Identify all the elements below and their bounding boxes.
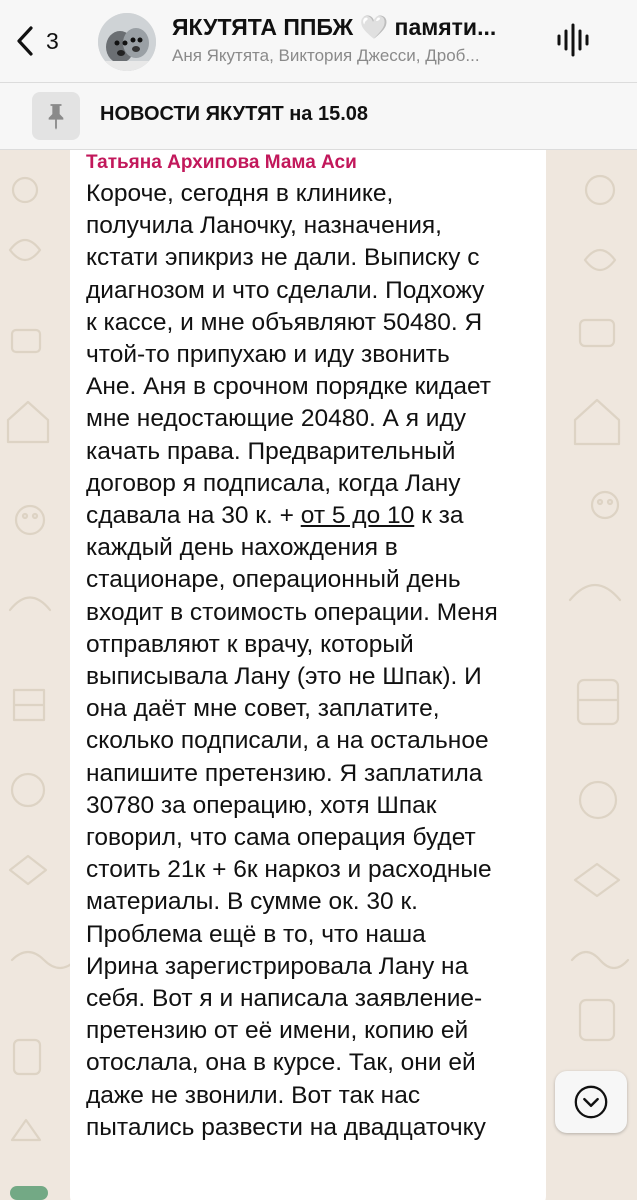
message-line: претензию от её имени, копию ей: [86, 1017, 469, 1045]
message-line-prefix: сдавала на 30 к. +: [86, 502, 301, 530]
pinned-message-text: НОВОСТИ ЯКУТЯТ на 15.08: [100, 103, 369, 125]
message-line: договор я подписала, когда Лану: [86, 469, 461, 497]
unread-count: 3: [46, 27, 59, 54]
message-line: Проблема ещё в то, что наша: [86, 920, 426, 948]
message-line: напишите претензию. Я заплатила: [86, 759, 483, 787]
message-line: отправляют к врачу, который: [86, 630, 414, 658]
message-line: Ане. Аня в срочном порядке кидает: [86, 373, 492, 401]
message-line: пытались развести на двадцаточку: [86, 1113, 486, 1141]
message-line: сколько подписали, а на остальное: [86, 727, 489, 755]
message-line: выписывала Лану (это не Шпак). И: [86, 663, 482, 691]
message-line: Короче, сегодня в клинике,: [86, 180, 394, 207]
message-line: говорил, что сама операция будет: [86, 824, 476, 852]
pin-icon: [32, 92, 80, 140]
chevron-down-icon: [572, 1083, 610, 1121]
message-line: стационаре, операционный день: [86, 566, 461, 594]
message-line: материалы. В сумме ок. 30 к.: [86, 888, 418, 916]
message-line: чтой-то припухаю и иду звонить: [86, 341, 450, 369]
message-line: себя. Вот я и написала заявление-: [86, 985, 483, 1013]
message-line: к кассе, и мне объявляют 50480. Я: [86, 308, 483, 336]
message-line: диагнозом и что сделали. Подхожу: [86, 276, 485, 304]
scroll-to-bottom-button[interactable]: [555, 1071, 627, 1133]
message-line: [86, 500, 538, 532]
message-bubble[interactable]: [70, 150, 546, 1200]
chevron-left-icon: [14, 23, 36, 59]
message-line: кстати эпикриз не дали. Выписку с: [86, 244, 480, 272]
corner-indicator: [10, 1186, 48, 1200]
message-line: она даёт мне совет, заплатите,: [86, 695, 440, 723]
message-line-suffix: к за: [414, 502, 464, 530]
message-line: качать права. Предварительный: [86, 437, 456, 465]
group-avatar[interactable]: [98, 13, 156, 71]
pinned-message-bar[interactable]: [0, 83, 637, 150]
back-button[interactable]: [14, 22, 59, 60]
message-line: стоить 21к + 6к наркоз и расходные: [86, 856, 492, 884]
voice-waveform-icon[interactable]: [556, 22, 590, 58]
message-line: получила Ланочку, назначения,: [86, 212, 442, 240]
message-line: даже не звонили. Вот так нас: [86, 1081, 421, 1109]
chat-members[interactable]: Аня Якутята, Виктория Джесси, Дроб...: [172, 46, 480, 65]
message-line: мне недостающие 20480. А я иду: [86, 405, 467, 433]
message-text: [86, 178, 538, 1144]
message-line: входит в стоимость операции. Меня: [86, 598, 498, 626]
chat-header: [0, 0, 637, 83]
underlined-range-link[interactable]: от 5 до 10: [300, 502, 415, 530]
message-line: Ирина зарегистрировала Лану на: [86, 952, 469, 980]
message-line: 30780 за операцию, хотя Шпак: [86, 791, 437, 819]
message-line: каждый день нахождения в: [86, 534, 398, 562]
chat-title[interactable]: ЯКУТЯТА ППБЖ 🤍 памяти...: [172, 14, 497, 40]
message-line: отослала, она в курсе. Так, они ей: [86, 1049, 476, 1077]
message-sender[interactable]: Татьяна Архипова Мама Аси: [86, 152, 357, 173]
